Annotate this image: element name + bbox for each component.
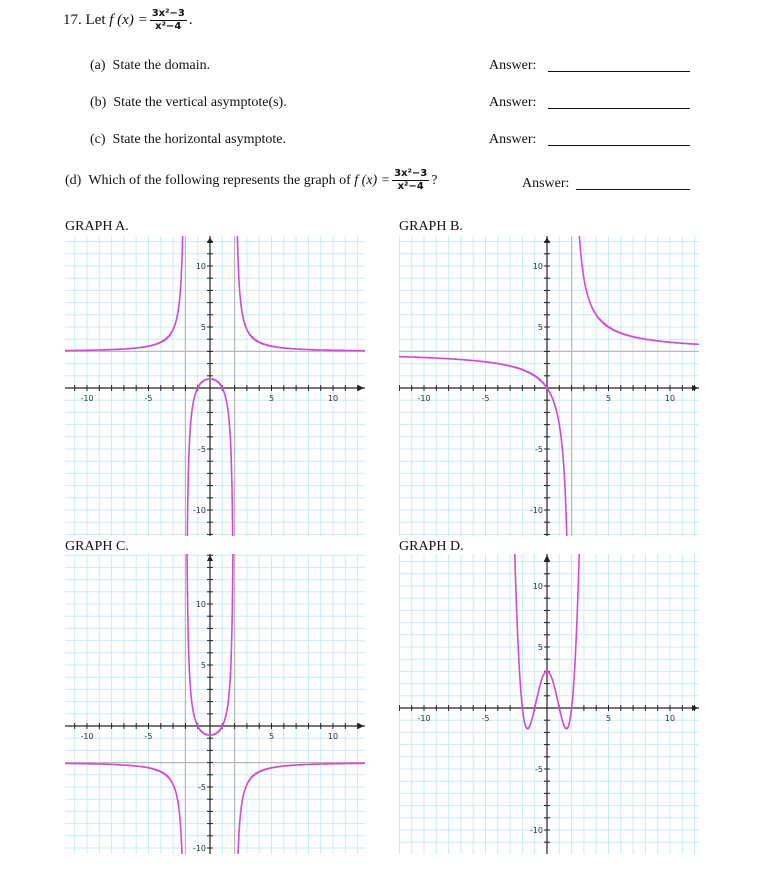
part-d-fraction	[392, 168, 429, 193]
part-d-label: (d)	[65, 172, 82, 188]
y-tick-label: -10	[192, 506, 206, 515]
y-tick-label: -5	[535, 445, 543, 454]
end-punctuation: .	[188, 12, 193, 28]
x-tick-label: 5	[268, 394, 275, 403]
graph-a[interactable]	[65, 236, 365, 536]
fraction-numerator: 3x²−3	[151, 8, 185, 19]
graph-c-label: GRAPH C.	[65, 539, 129, 554]
x-tick-label: 10	[664, 714, 676, 723]
y-tick-label: -5	[535, 765, 543, 774]
x-tick-label: 10	[327, 394, 339, 403]
graph-b-label: GRAPH B.	[399, 219, 463, 234]
part-d-question-mark: ?	[431, 172, 438, 188]
x-tick-label: -10	[417, 714, 431, 723]
part-b-text: State the vertical asymptote(s).	[113, 95, 287, 110]
x-tick-label: 10	[664, 394, 676, 403]
part-c-text: State the horizontal asymptote.	[112, 132, 286, 147]
graph-background	[399, 236, 699, 536]
graph-a-label: GRAPH A.	[65, 219, 129, 234]
graph-d[interactable]	[399, 554, 699, 854]
x-tick-label: 5	[268, 732, 275, 741]
y-tick-label: -10	[529, 506, 543, 515]
x-tick-label: -10	[417, 394, 431, 403]
graph-c[interactable]	[65, 554, 365, 854]
part-a-label: (a)	[90, 58, 106, 73]
part-d-text: Which of the following represents the graph of	[88, 172, 351, 188]
answer-a-field[interactable]	[548, 71, 690, 72]
part-d-denominator: x²−4	[397, 181, 424, 192]
answer-d-field[interactable]	[576, 189, 690, 190]
part-a-text: State the domain.	[112, 58, 211, 73]
y-tick-label: 5	[537, 643, 543, 652]
x-tick-label: -5	[144, 394, 153, 403]
y-tick-label: -5	[198, 445, 206, 454]
y-tick-label: 10	[532, 262, 543, 271]
answer-a-label: Answer:	[489, 58, 537, 73]
answer-d-label: Answer:	[522, 176, 570, 191]
answer-c-label: Answer:	[489, 132, 537, 147]
x-tick-label: -10	[80, 732, 94, 741]
x-tick-label: -5	[481, 394, 490, 403]
part-d-numerator: 3x²−3	[394, 168, 428, 179]
part-d	[65, 168, 437, 193]
answer-b-label: Answer:	[489, 95, 537, 110]
part-b	[90, 95, 287, 111]
part-c	[90, 132, 286, 148]
let-text: Let	[85, 12, 106, 28]
graph-background	[65, 554, 365, 854]
x-tick-label: 10	[327, 732, 339, 741]
x-tick-label: -10	[80, 394, 94, 403]
fraction-denominator: x²−4	[155, 21, 182, 32]
x-tick-label: -5	[481, 714, 490, 723]
answer-b-field[interactable]	[548, 108, 690, 109]
y-tick-label: -10	[192, 844, 206, 853]
y-tick-label: -5	[198, 783, 206, 792]
y-tick-label: 10	[195, 262, 206, 271]
graph-b[interactable]	[399, 236, 699, 536]
graph-background	[65, 236, 365, 536]
part-c-label: (c)	[90, 132, 106, 147]
part-d-function-name: f (x) =	[354, 172, 391, 188]
y-tick-label: 10	[532, 582, 543, 591]
y-tick-label: 10	[195, 600, 206, 609]
x-tick-label: 5	[605, 714, 612, 723]
y-tick-label: 5	[200, 323, 206, 332]
part-a	[90, 58, 210, 74]
answer-c-field[interactable]	[548, 145, 690, 146]
x-tick-label: 5	[605, 394, 612, 403]
question-number: 17.	[63, 12, 82, 28]
y-tick-label: 5	[200, 661, 206, 670]
question-header	[63, 8, 193, 33]
graph-background	[399, 554, 699, 854]
y-tick-label: -10	[529, 826, 543, 835]
part-b-label: (b)	[90, 95, 107, 110]
function-name: f (x) =	[109, 12, 148, 28]
graph-d-label: GRAPH D.	[399, 539, 464, 554]
y-tick-label: 5	[537, 323, 543, 332]
x-tick-label: -5	[144, 732, 153, 741]
function-fraction	[150, 8, 187, 33]
